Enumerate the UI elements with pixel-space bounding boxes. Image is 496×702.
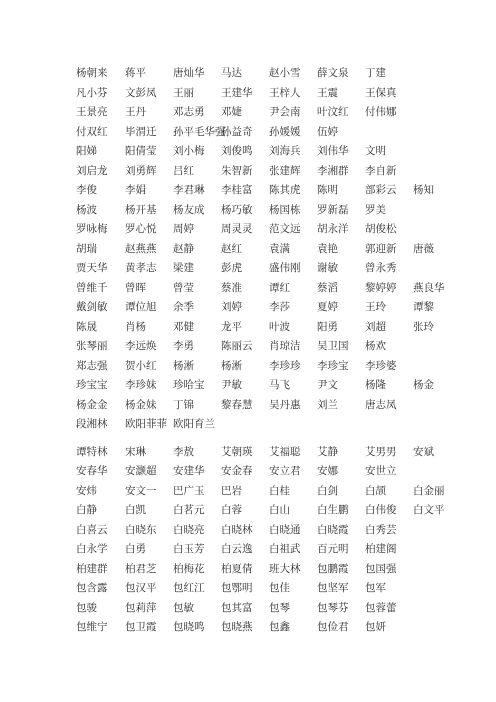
name-row	[76, 259, 486, 279]
name-entry: 罗新磊	[317, 203, 349, 216]
name-entry: 伍婷	[317, 125, 338, 138]
name-entry: 肖琼洁	[269, 340, 301, 352]
name-entry: 白剑	[317, 484, 338, 497]
name-entry: 刘海兵	[269, 145, 301, 157]
name-entry: 陈明	[317, 184, 338, 196]
name-entry: 邓志勇	[173, 106, 205, 118]
name-entry: 马达	[221, 67, 242, 79]
name-entry: 曾维千	[76, 281, 108, 294]
name-entry: 陈丽云	[221, 340, 253, 352]
name-entry: 杨国栋	[269, 203, 301, 216]
name-entry: 巴岩	[221, 484, 242, 497]
name-entry: 李珍妹	[125, 379, 157, 391]
name-entry: 刘小梅	[173, 145, 205, 157]
name-entry: 黎春慧	[221, 398, 253, 411]
name-row	[76, 599, 486, 619]
name-row	[76, 201, 486, 221]
name-entry: 白云逸	[221, 543, 253, 555]
name-entry: 刘俊鸣	[221, 145, 253, 157]
name-entry: 包琴	[269, 601, 290, 614]
name-entry: 邓健	[173, 320, 194, 333]
name-entry: 珍宝宝	[76, 379, 108, 391]
name-row	[76, 443, 486, 463]
name-entry: 李莎	[269, 301, 290, 313]
name-entry: 包骏	[76, 601, 97, 614]
name-entry: 张琴丽	[76, 340, 108, 352]
name-entry: 朱智新	[221, 164, 253, 177]
name-entry: 包鹏霞	[317, 562, 349, 575]
name-entry: 白晓通	[269, 523, 301, 536]
name-entry: 刘婷	[221, 301, 242, 313]
name-entry: 夏婷	[317, 301, 338, 313]
name-row	[76, 337, 486, 357]
name-entry: 艾福聪	[269, 445, 301, 458]
name-entry: 赵红	[221, 242, 242, 255]
name-entry: 百元明	[317, 543, 349, 555]
name-entry: 曾莹	[173, 281, 194, 294]
name-entry: 凡小芬	[76, 86, 108, 99]
name-entry: 李君琳	[173, 184, 205, 196]
name-entry: 白玉芳	[173, 543, 205, 555]
name-entry: 蔡准	[221, 281, 242, 294]
name-entry: 李自新	[365, 164, 397, 177]
name-entry: 杨知	[413, 184, 434, 196]
name-entry: 范文远	[269, 223, 301, 235]
name-entry: 艾静	[317, 445, 338, 458]
name-entry: 曾晖	[125, 281, 146, 294]
name-entry: 肖杨	[125, 320, 146, 333]
name-entry: 白茗元	[173, 504, 205, 516]
name-entry: 柏夏倩	[221, 562, 253, 575]
name-entry: 尹会南	[269, 106, 301, 118]
name-entry: 吕红	[173, 164, 194, 177]
name-list-document	[76, 64, 486, 638]
name-entry: 张玲	[413, 320, 434, 333]
name-row	[76, 415, 486, 435]
name-entry: 薛文泉	[317, 67, 349, 79]
name-entry: 谭黎	[413, 301, 434, 313]
name-entry: 谭红	[269, 281, 290, 294]
name-entry: 艾男男	[365, 445, 397, 458]
name-entry: 杨金金	[76, 398, 108, 411]
name-row	[76, 142, 486, 162]
name-entry: 王梓人	[269, 86, 301, 99]
name-entry: 包晓燕	[221, 621, 253, 633]
name-entry: 胡俊松	[365, 223, 397, 235]
name-entry: 胡瑞	[76, 242, 97, 255]
name-entry: 丁建	[365, 67, 386, 79]
name-entry: 曾永秀	[365, 262, 397, 274]
name-entry: 余季	[173, 301, 194, 313]
name-entry: 袁满	[269, 242, 290, 255]
name-row	[76, 298, 486, 318]
name-entry: 白金丽	[413, 484, 445, 497]
name-row	[76, 618, 486, 638]
name-entry: 包晓鸣	[173, 621, 205, 633]
name-row	[76, 560, 486, 580]
name-entry: 包佳	[269, 582, 290, 594]
name-row	[76, 162, 486, 182]
name-entry: 罗心悦	[125, 223, 157, 235]
name-row	[76, 482, 486, 502]
name-entry: 唐灿华	[173, 67, 205, 79]
name-entry: 罗咏梅	[76, 223, 108, 235]
name-entry: 柏梅花	[173, 562, 205, 575]
name-entry: 王保真	[365, 86, 397, 99]
name-entry: 唐薇	[413, 242, 434, 255]
name-entry: 付伟娜	[365, 106, 397, 118]
name-row	[76, 462, 486, 482]
name-entry: 杨波	[76, 203, 97, 216]
name-entry: 白晓亮	[173, 523, 205, 536]
name-entry: 阳倩莹	[125, 145, 157, 157]
name-entry: 白永学	[76, 543, 108, 555]
name-entry: 包卫霞	[125, 621, 157, 633]
name-row	[76, 84, 486, 104]
name-entry: 珍哈宝	[173, 379, 205, 391]
name-entry: 包其富	[221, 601, 253, 614]
name-entry: 燕良华	[413, 281, 445, 294]
name-entry: 王丽	[173, 86, 194, 99]
name-entry: 文彭凤	[125, 86, 157, 99]
name-entry: 刘兰	[317, 398, 338, 411]
name-entry: 赵燕燕	[125, 242, 157, 255]
name-entry: 郭迎新	[365, 242, 397, 255]
name-entry: 赵静	[173, 242, 194, 255]
name-entry: 邓婕	[221, 106, 242, 118]
name-entry: 贺小红	[125, 359, 157, 372]
name-entry: 安建华	[173, 465, 205, 477]
name-entry: 安春华	[76, 465, 108, 477]
name-entry: 刘超	[365, 320, 386, 333]
name-entry: 李桂富	[221, 184, 253, 196]
name-entry: 包含露	[76, 582, 108, 594]
name-entry: 马飞	[269, 379, 290, 391]
name-row	[76, 376, 486, 396]
name-entry: 张建辉	[269, 164, 301, 177]
name-row	[76, 279, 486, 299]
name-entry: 李远焕	[125, 340, 157, 352]
name-entry: 欧阳育兰	[173, 418, 215, 430]
name-row	[76, 396, 486, 416]
name-entry: 丁锦	[173, 398, 194, 411]
name-entry: 王丹	[125, 106, 146, 118]
name-entry: 叶汶红	[317, 106, 349, 118]
name-entry: 叶波	[269, 320, 290, 333]
name-entry: 白桂	[269, 484, 290, 497]
name-row	[76, 181, 486, 201]
name-entry: 杨淅	[221, 359, 242, 372]
name-entry: 李勇	[173, 340, 194, 352]
name-row	[76, 103, 486, 123]
name-entry: 杨金妹	[125, 398, 157, 411]
name-entry: 赵小雪	[269, 67, 301, 79]
name-entry: 李娟	[125, 184, 146, 196]
name-entry: 部彩云	[365, 184, 397, 196]
name-entry: 安世立	[365, 465, 397, 477]
name-entry: 孙益奇	[221, 125, 253, 138]
name-entry: 包敏	[173, 601, 194, 614]
name-entry: 包蓉蕾	[365, 601, 397, 614]
name-entry: 欧阳菲菲	[125, 418, 167, 430]
name-entry: 包坚军	[317, 582, 349, 594]
name-entry: 梁建	[173, 262, 194, 274]
name-entry: 孙媛媛	[269, 125, 301, 138]
name-entry: 黎婷婷	[365, 281, 397, 294]
name-entry: 彭虎	[221, 262, 242, 274]
name-entry: 吴卫国	[317, 340, 349, 352]
name-row	[76, 501, 486, 521]
name-entry: 包莉萍	[125, 601, 157, 614]
name-entry: 白山	[269, 504, 290, 516]
name-entry: 周灵灵	[221, 223, 253, 235]
name-entry: 包军	[365, 582, 386, 594]
name-entry: 李湘群	[317, 164, 349, 177]
name-entry: 柏建阁	[365, 543, 397, 555]
name-entry: 阳娣	[76, 145, 97, 157]
name-entry: 谭特林	[76, 445, 108, 458]
name-entry: 柏君芝	[125, 562, 157, 575]
name-entry: 杨巧敏	[221, 203, 253, 216]
name-entry: 贾天华	[76, 262, 108, 274]
name-entry: 包鄂明	[221, 582, 253, 594]
name-entry: 包红江	[173, 582, 205, 594]
name-entry: 白祖武	[269, 543, 301, 555]
name-entry: 白蓉	[221, 504, 242, 516]
name-entry: 巴广玉	[173, 484, 205, 497]
name-row	[76, 240, 486, 260]
name-entry: 杨淅	[173, 359, 194, 372]
name-entry: 谭位旭	[125, 301, 157, 313]
name-entry: 包妍	[365, 621, 386, 633]
name-entry: 陈其虎	[269, 184, 301, 196]
name-entry: 刘勇辉	[125, 164, 157, 177]
name-entry: 安文一	[125, 484, 157, 497]
name-entry: 戴剑敏	[76, 301, 108, 313]
name-entry: 袁艳	[317, 242, 338, 255]
name-row	[76, 220, 486, 240]
name-entry: 李珍宝	[317, 359, 349, 372]
name-entry: 包维宁	[76, 621, 108, 633]
name-entry: 白伟俊	[365, 504, 397, 516]
name-row	[76, 357, 486, 377]
name-entry: 尹敏	[221, 379, 242, 391]
name-entry: 包鑫	[269, 621, 290, 633]
name-entry: 白晓霞	[317, 523, 349, 536]
name-entry: 蒋平	[125, 67, 146, 79]
name-entry: 罗美	[365, 203, 386, 216]
name-entry: 阳勇	[317, 320, 338, 333]
name-entry: 黄孝志	[125, 262, 157, 274]
name-entry: 谢敏	[317, 262, 338, 274]
name-entry: 陈晟	[76, 320, 97, 333]
name-entry: 白凯	[125, 504, 146, 516]
name-entry: 吴丹惠	[269, 398, 301, 411]
name-entry: 段湘林	[76, 418, 108, 430]
name-row	[76, 64, 486, 84]
name-entry: 柏建群	[76, 562, 108, 575]
name-entry: 白喜云	[76, 523, 108, 536]
name-entry: 王震	[317, 86, 338, 99]
name-entry: 白晓林	[221, 523, 253, 536]
name-entry: 安炜	[76, 484, 97, 497]
name-entry: 周婷	[173, 223, 194, 235]
name-row	[76, 579, 486, 599]
name-entry: 包琴芬	[317, 601, 349, 614]
name-entry: 李珍珍	[269, 359, 301, 372]
name-entry: 盛伟刚	[269, 262, 301, 274]
name-entry: 班大林	[269, 562, 301, 575]
name-entry: 王玲	[365, 301, 386, 313]
name-entry: 刘伟华	[317, 145, 349, 157]
name-entry: 白晓东	[125, 523, 157, 536]
name-entry: 艾朝瑛	[221, 445, 253, 458]
name-entry: 付双红	[76, 125, 108, 138]
name-entry: 蔡滔	[317, 281, 338, 294]
name-entry: 安娜	[317, 465, 338, 477]
name-entry: 尹文	[317, 379, 338, 391]
name-entry: 白静	[76, 504, 97, 516]
name-row	[76, 540, 486, 560]
name-entry: 杨隆	[365, 379, 386, 391]
name-entry: 唐志凤	[365, 398, 397, 411]
name-entry: 包国强	[365, 562, 397, 575]
name-entry: 安斌	[413, 445, 434, 458]
name-entry: 包俭君	[317, 621, 349, 633]
name-entry: 文明	[365, 145, 386, 157]
name-entry: 刘启龙	[76, 164, 108, 177]
name-row	[76, 123, 486, 143]
name-entry: 王景亮	[76, 106, 108, 118]
name-entry: 毕渭迁	[125, 125, 157, 138]
name-entry: 白颉	[365, 484, 386, 497]
name-entry: 李珍婆	[365, 359, 397, 372]
name-entry: 包汉平	[125, 582, 157, 594]
name-entry: 杨朝来	[76, 67, 108, 79]
name-entry: 安立君	[269, 465, 301, 477]
name-entry: 安灏超	[125, 465, 157, 477]
name-entry: 安金春	[221, 465, 253, 477]
name-entry: 宋琳	[125, 445, 146, 458]
name-entry: 王建华	[221, 86, 253, 99]
name-entry: 杨金	[413, 379, 434, 391]
name-entry: 龙平	[221, 320, 242, 333]
name-entry: 孙平毛华强	[173, 125, 226, 138]
name-entry: 杨友成	[173, 203, 205, 216]
name-row	[76, 521, 486, 541]
name-entry: 白秀芸	[365, 523, 397, 536]
name-entry: 白文平	[413, 504, 445, 516]
name-entry: 白勇	[125, 543, 146, 555]
name-entry: 杨欢	[365, 340, 386, 352]
name-entry: 李敖	[173, 445, 194, 458]
name-entry: 郑志强	[76, 359, 108, 372]
name-entry: 白生鹏	[317, 504, 349, 516]
name-entry: 胡永洋	[317, 223, 349, 235]
name-row	[76, 318, 486, 338]
name-entry: 杨开基	[125, 203, 157, 216]
name-entry: 李俊	[76, 184, 97, 196]
